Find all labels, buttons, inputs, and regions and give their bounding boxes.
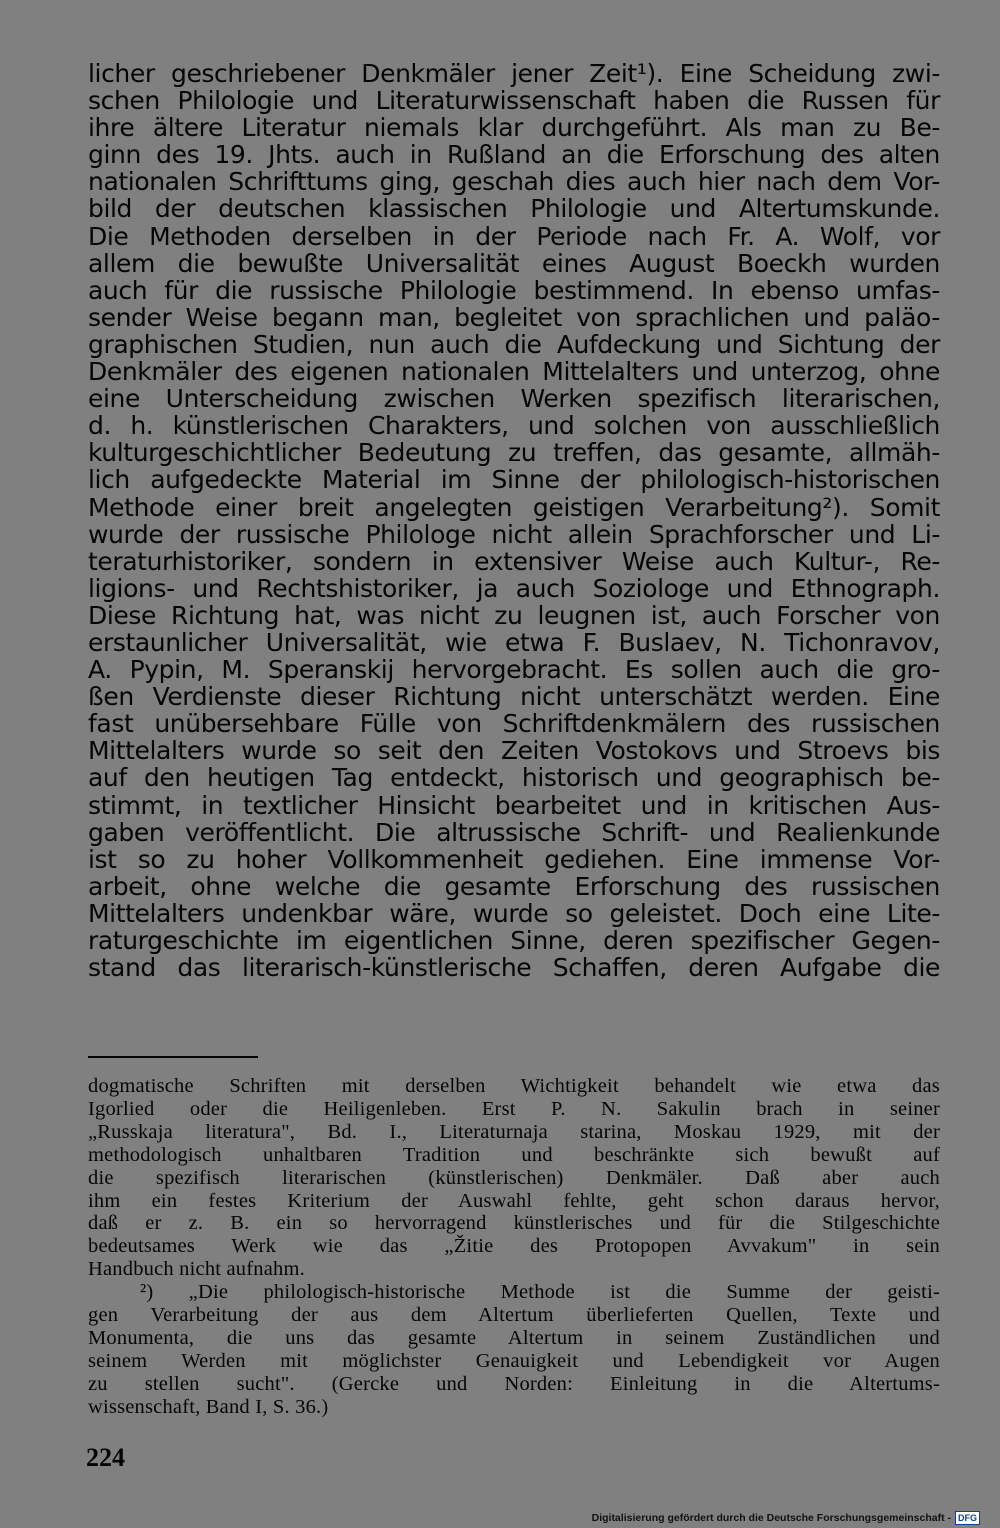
funding-text: Digitalisierung gefördert durch die Deutsche Forschungsgemeinschaft -: [591, 1512, 951, 1524]
body-line: allem die bewußte Universalität eines August Boeckh wurden: [88, 248, 940, 278]
footnote-line: Igorlied oder die Heiligenleben. Erst P. N. Sakulin brach in seiner: [88, 1097, 940, 1120]
dfg-logo-icon: DFG: [955, 1511, 980, 1525]
footnote-line: Handbuch nicht aufnahm.: [88, 1258, 305, 1281]
body-line: ßen Verdienste dieser Richtung nicht unterschätzt werden. Eine: [88, 682, 940, 712]
body-line: Diese Richtung hat, was nicht zu leugnen ist, auch Forscher von: [88, 600, 940, 630]
body-line: kulturgeschichtlicher Bedeutung zu treffen, das gesamte, allmäh-: [88, 438, 940, 468]
body-line: A. Pypin, M. Speranskij hervorgebracht. Es sollen auch die gro-: [88, 655, 940, 685]
body-line: ist so zu hoher Vollkommenheit gediehen. Eine immense Vor-: [88, 844, 940, 874]
footnote-line: „Russkaja literatura", Bd. I., Literaturnaja starina, Moskau 1929, mit der: [88, 1120, 940, 1143]
footnote-separator: [88, 1056, 258, 1058]
body-line: lich aufgedeckte Material im Sinne der philologisch-historischen: [88, 465, 940, 495]
body-line: Die Methoden derselben in der Periode nach Fr. A. Wolf, vor: [88, 221, 940, 251]
body-line: teraturhistoriker, sondern in extensiver Weise auch Kultur-, Re-: [88, 546, 940, 576]
body-line: stand das literarisch-künstlerische Schaffen, deren Aufgabe die: [88, 953, 940, 983]
footnote-line: methodologisch unhaltbaren Tradition und beschränkte sich bewußt auf: [88, 1143, 940, 1166]
body-line: erstaunlicher Universalität, wie etwa F. Buslaev, N. Tichonravov,: [88, 627, 940, 657]
body-line: Mittelalters wurde so seit den Zeiten Vostokovs und Stroevs bis: [88, 736, 940, 766]
body-line: Denkmäler des eigenen nationalen Mittelalters und unterzog, ohne: [88, 357, 940, 387]
footnote-line: wissenschaft, Band I, S. 36.): [88, 1395, 329, 1418]
body-line: ihre ältere Literatur niemals klar durchgeführt. Als man zu Be-: [88, 113, 940, 143]
body-line: fast unübersehbare Fülle von Schriftdenkmälern des russischen: [88, 709, 940, 739]
body-line: Mittelalters undenkbar wäre, wurde so geleistet. Doch eine Lite-: [88, 898, 940, 928]
body-line: stimmt, in textlicher Hinsicht bearbeitet und in kritischen Aus-: [88, 790, 940, 820]
footnote-line: Monumenta, die uns das gesamte Altertum in seinem Zuständlichen und: [88, 1326, 940, 1349]
body-line: schen Philologie und Literaturwissenschaft haben die Russen für: [88, 86, 940, 116]
footnote-line: seinem Werden mit möglichster Genauigkeit und Lebendigkeit vor Augen: [88, 1349, 940, 1372]
footnote-line: gen Verarbeitung der aus dem Altertum überlieferten Quellen, Texte und: [88, 1304, 940, 1327]
page-number: 224: [86, 1443, 125, 1472]
body-line: graphischen Studien, nun auch die Aufdeckung und Sichtung der: [88, 329, 940, 359]
funding-notice: [592, 1511, 980, 1525]
footnote-line: dogmatische Schriften mit derselben Wichtigkeit behandelt wie etwa das: [88, 1075, 940, 1097]
footnote-line: ihm ein festes Kriterium der Auswahl fehlte, geht schon daraus hervor,: [88, 1189, 940, 1212]
body-line: auf den heutigen Tag entdeckt, historisch und geographisch be-: [88, 763, 940, 793]
body-line: licher geschriebener Denkmäler jener Zeit¹). Eine Scheidung zwi-: [88, 59, 940, 88]
body-line: raturgeschichte im eigentlichen Sinne, deren spezifischer Gegen-: [88, 926, 940, 955]
footnote-line: daß er z. B. ein so hervorragend künstlerisches und für die Stilgeschichte: [88, 1212, 940, 1235]
body-line: sender Weise begann man, begleitet von sprachlichen und paläo-: [88, 302, 940, 332]
body-line: wurde der russische Philologe nicht allein Sprachforscher und Li-: [88, 519, 940, 549]
body-text: [88, 60, 940, 981]
body-line: ligions- und Rechtshistoriker, ja auch Soziologe und Ethnograph.: [88, 573, 940, 603]
body-line: nationalen Schrifttums ging, geschah dies auch hier nach dem Vor-: [88, 167, 940, 197]
footnote-line: bedeutsames Werk wie das „Žitie des Protopopen Avvakum" in sein: [88, 1235, 940, 1258]
body-line: gaben veröffentlicht. Die altrussische Schrift- und Realienkunde: [88, 817, 940, 847]
body-line: arbeit, ohne welche die gesamte Erforschung des russischen: [88, 871, 940, 901]
footnote-line: ²) „Die philologisch-historische Methode ist die Summe der geisti-: [140, 1281, 940, 1304]
body-line: Methode einer breit angelegten geistigen Verarbeitung²). Somit: [88, 492, 940, 522]
body-line: bild der deutschen klassischen Philologie und Altertumskunde.: [88, 194, 940, 224]
body-line: eine Unterscheidung zwischen Werken spezifisch literarischen,: [88, 384, 940, 414]
footnotes: [88, 1075, 940, 1419]
footnote-line: zu stellen sucht". (Gercke und Norden: Einleitung in die Altertums-: [88, 1372, 940, 1395]
footnote-line: die spezifisch literarischen (künstlerischen) Denkmäler. Daß aber auch: [88, 1166, 940, 1189]
body-line: ginn des 19. Jhts. auch in Rußland an die Erforschung des alten: [88, 140, 940, 170]
body-line: d. h. künstlerischen Charakters, und solchen von ausschließlich: [88, 411, 940, 441]
body-line: auch für die russische Philologie bestimmend. In ebenso umfas-: [88, 275, 940, 305]
